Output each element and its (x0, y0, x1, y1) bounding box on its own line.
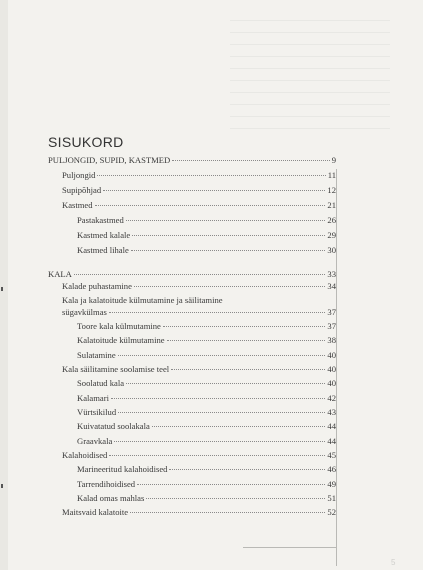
leader-dots (171, 369, 325, 370)
leader-dots (146, 498, 325, 499)
toc-entry (77, 335, 336, 345)
toc-entry-label: Soolatud kala (77, 378, 125, 388)
toc-entry-page: 44 (327, 436, 336, 446)
leader-dots (172, 160, 329, 161)
toc-entry-page: 43 (327, 407, 336, 417)
toc-entry-page: 45 (327, 450, 336, 460)
toc-entry-page: 46 (327, 464, 336, 474)
toc-entry-page: 49 (327, 479, 336, 489)
leader-dots (126, 220, 326, 221)
leader-dots (163, 326, 326, 327)
edge-mark (1, 287, 3, 291)
toc-entry-page: 26 (327, 215, 336, 225)
toc-entry (77, 479, 336, 489)
leader-dots (118, 412, 325, 413)
toc-entry-label: sügavkülmas (62, 307, 107, 317)
toc-entry-label: Puljongid (62, 170, 96, 180)
leader-dots (134, 286, 325, 287)
toc-entry-label: Kuivatatud soolakala (77, 421, 150, 431)
leader-dots (118, 355, 326, 356)
leader-dots (132, 235, 325, 236)
leader-dots (97, 175, 325, 176)
toc-entry (62, 450, 336, 460)
toc-entry-page: 12 (327, 185, 336, 195)
toc-entry (77, 215, 336, 225)
page-number: 5 (391, 558, 396, 567)
toc-entry (77, 321, 336, 331)
leader-dots (103, 190, 325, 191)
leader-dots (130, 512, 325, 513)
vertical-rule (336, 169, 337, 566)
toc-entry (62, 200, 336, 210)
toc-entry-page: 40 (327, 378, 336, 388)
toc-entry-label: Graavkala (77, 436, 113, 446)
horizontal-rule (243, 547, 337, 548)
leader-dots (137, 484, 325, 485)
toc-entry-page: 34 (327, 281, 336, 291)
toc-entry-page: 29 (327, 230, 336, 240)
toc-entry-page: 37 (327, 321, 336, 331)
toc-entry-label: Kalamari (77, 393, 109, 403)
toc-entry-page: 38 (327, 335, 336, 345)
toc-entry-label: Kastmed lihale (77, 245, 129, 255)
toc-entry-label: Pastakastmed (77, 215, 124, 225)
toc-entry (77, 393, 336, 403)
toc-entry (77, 245, 336, 255)
leader-dots (109, 312, 326, 313)
toc-entry-page: 40 (327, 350, 336, 360)
toc-entry-label: Kalatoitude külmutamine (77, 335, 165, 345)
toc-entry-label: KALA (48, 269, 72, 279)
toc-entry-label: Maitsvaid kalatoite (62, 507, 129, 517)
leader-dots (111, 398, 325, 399)
leader-dots (114, 441, 325, 442)
toc-entry-label: Kastmed (62, 200, 93, 210)
toc-title: SISUKORD (48, 134, 124, 150)
leader-dots (95, 205, 326, 206)
facing-page-edge (0, 0, 8, 570)
toc-entry (77, 421, 336, 431)
toc-entry-label: Kalahoidised (62, 450, 108, 460)
toc-entry-page: 52 (327, 507, 336, 517)
toc-entry (62, 364, 336, 374)
leader-dots (167, 340, 326, 341)
toc-entry-label-line1: Kala ja kalatoitude külmutamine ja säilitamine (62, 295, 223, 305)
toc-entry-label: Tarrendihoidised (77, 479, 136, 489)
toc-entry-page: 37 (327, 307, 336, 317)
toc-entry-label: Marineeritud kalahoidised (77, 464, 168, 474)
toc-entry-label: Vürtsikilud (77, 407, 117, 417)
toc-entry-page: 9 (331, 155, 336, 165)
toc-entry-label: Kastmed kalale (77, 230, 131, 240)
toc-entry (48, 155, 336, 165)
bleed-through (230, 20, 390, 140)
toc-entry-label: Supipõhjad (62, 185, 102, 195)
toc-entry (62, 307, 336, 317)
toc-entry (77, 350, 336, 360)
toc-entry-label: Kalad omas mahlas (77, 493, 145, 503)
toc-entry-page: 33 (327, 269, 336, 279)
toc-entry-page: 40 (327, 364, 336, 374)
toc-entry (62, 185, 336, 195)
toc-entry (77, 436, 336, 446)
toc-entry (62, 507, 336, 517)
toc-entry-page: 30 (327, 245, 336, 255)
toc-entry-label: Kala säilitamine soolamise teel (62, 364, 170, 374)
toc-entry-label: Sulatamine (77, 350, 116, 360)
leader-dots (126, 383, 325, 384)
edge-mark (1, 484, 3, 488)
toc-entry (62, 170, 336, 180)
toc-entry-page: 44 (327, 421, 336, 431)
toc-entry-page: 51 (327, 493, 336, 503)
toc-entry (77, 378, 336, 388)
toc-entry (77, 493, 336, 503)
toc-entry-page: 42 (327, 393, 336, 403)
toc-entry (77, 407, 336, 417)
leader-dots (169, 469, 325, 470)
toc-entry-page: 21 (327, 200, 336, 210)
toc-entry (62, 281, 336, 291)
leader-dots (152, 426, 326, 427)
toc-entry-page: 11 (327, 170, 336, 180)
toc-entry-label: PULJONGID, SUPID, KASTMED (48, 155, 171, 165)
toc-entry (77, 464, 336, 474)
leader-dots (109, 455, 325, 456)
leader-dots (74, 274, 326, 275)
toc-entry-label: Kalade puhastamine (62, 281, 132, 291)
toc-entry (48, 269, 336, 279)
toc-entry (77, 230, 336, 240)
toc-entry-label: Toore kala külmutamine (77, 321, 161, 331)
leader-dots (131, 250, 326, 251)
